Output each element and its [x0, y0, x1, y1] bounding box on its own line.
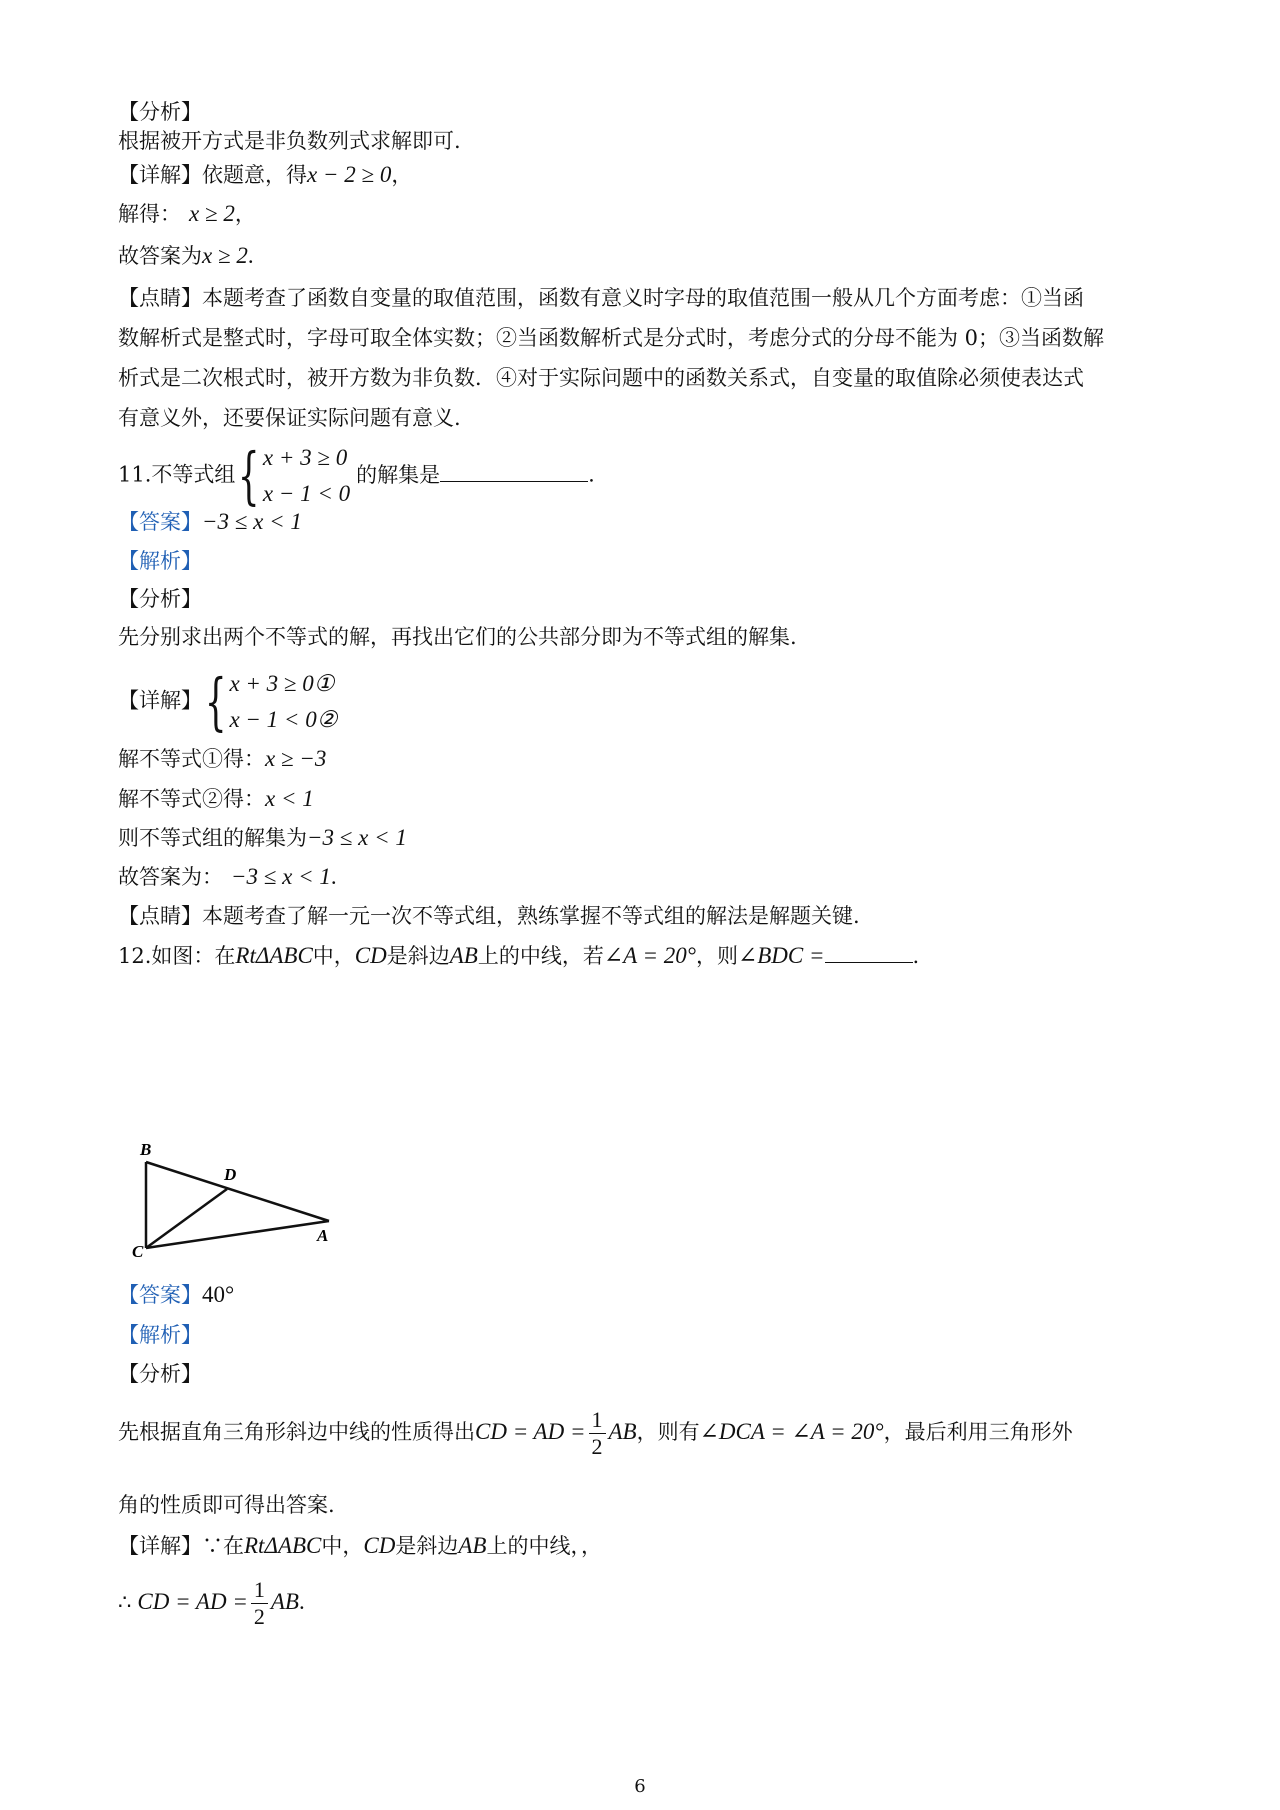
q12-analysis-line-2: 角的性质即可得出答案. [118, 1493, 335, 1517]
q12-p1: 12.如图：在 [118, 944, 236, 968]
detail-math: x − 2 ≥ 0 [307, 162, 392, 187]
solve-math: x ≥ 2 [189, 201, 235, 226]
step-1 [118, 744, 326, 774]
fraction-denominator: 2 [253, 1604, 265, 1629]
therefore-line [118, 1574, 305, 1630]
d-cd: CD [363, 1533, 396, 1558]
step-3-label: 则不等式组的解集为 [118, 826, 307, 850]
t-end: . [298, 1589, 305, 1614]
q11-answer: −3 ≤ x < 1 [202, 509, 302, 534]
an-p2: ，则有 [636, 1420, 700, 1444]
q12-analysis-line [118, 1404, 1073, 1460]
q11-prefix: 11.不等式组 [118, 462, 236, 487]
q12-answer: 40° [202, 1282, 235, 1307]
d-p3: 是斜边 [395, 1534, 459, 1558]
step-3-math: −3 ≤ x < 1 [307, 825, 407, 850]
fraction-numerator: 1 [251, 1577, 268, 1604]
detail-label: 【详解】 [118, 163, 202, 187]
d-p2: 中， [321, 1534, 364, 1558]
answer-end: . [247, 243, 254, 268]
solve-label: 解得： [118, 202, 181, 226]
q11-analysis-heading: 【分析】 [118, 587, 202, 611]
q12-analysis-heading: 【分析】 [118, 1362, 202, 1386]
step-4-math: −3 ≤ x < 1 [231, 864, 331, 889]
step-1-math: x ≥ −3 [265, 746, 327, 771]
analysis-text: 根据被开方式是非负数列式求解即可. [118, 129, 461, 153]
system-eq2: x − 1 < 0 [262, 481, 351, 506]
detail-line [118, 160, 412, 190]
detail-eq1: x + 3 ≥ 0① [229, 671, 335, 696]
label-C: C [132, 1242, 144, 1258]
jiexi-tag: 【解析】 [118, 549, 202, 573]
step-4-end: . [330, 864, 337, 889]
an-m3: ∠DCA = ∠A = 20° [699, 1419, 884, 1444]
comment-line-3: 析式是二次根式时，被开方数为非负数．④对于实际问题中的函数关系式，自变量的取值除必须使表达式 [118, 366, 1084, 390]
comment-line-1: 【点睛】本题考查了函数自变量的取值范围，函数有意义时字母的取值范围一般从几个方面考虑：①当函 [118, 286, 1084, 310]
answer-label: 故答案为 [118, 244, 202, 268]
q12-p2: 中， [312, 944, 355, 968]
q12-answer-line [118, 1280, 234, 1310]
detail-text: 依题意，得 [202, 163, 307, 187]
step-4-label: 故答案为： [118, 865, 223, 889]
q12-end: . [912, 944, 920, 968]
because-symbol: ∵在 [202, 1534, 244, 1558]
detail-end: ， [391, 163, 413, 187]
detail-eq2: x − 1 < 0② [229, 707, 338, 732]
t-m1: CD = AD = [137, 1589, 248, 1614]
q11-detail-label: 【详解】 [118, 688, 202, 713]
d-p4: 上的中线，， [486, 1534, 602, 1558]
step-2 [118, 784, 314, 814]
q12-p4: 上的中线，若 [477, 944, 604, 968]
q11-answer-blank [440, 459, 588, 482]
comment-line-4: 有意义外，还要保证实际问题有意义. [118, 406, 461, 430]
label-A: A [317, 1226, 329, 1245]
analysis-heading: 【分析】 [118, 100, 202, 124]
fraction-numerator: 1 [589, 1407, 606, 1434]
solve-end: ， [234, 202, 256, 226]
therefore-symbol: ∴ [118, 1590, 132, 1614]
q12-detail-label: 【详解】 [118, 1534, 202, 1558]
an-m1: CD = AD = [475, 1419, 586, 1444]
q12-p3: 是斜边 [386, 944, 450, 968]
q11-analysis-text: 先分别求出两个不等式的解，再找出它们的公共部分即为不等式组的解集. [118, 625, 797, 649]
fraction [589, 1407, 606, 1460]
label-D: D [224, 1165, 237, 1184]
q11-end: . [588, 462, 595, 487]
system-eq1: x + 3 ≥ 0 [262, 445, 348, 470]
q11-detail [118, 666, 337, 738]
q11-comment: 【点睛】本题考查了解一元一次不等式组，熟练掌握不等式组的解法是解题关键. [118, 904, 860, 928]
answer-math: x ≥ 2 [202, 243, 248, 268]
step-4 [118, 862, 337, 892]
q12-ab: AB [449, 943, 478, 968]
q12-rt: RtΔABC [235, 943, 313, 968]
t-m2: AB [270, 1589, 299, 1614]
q12-cd: CD [354, 943, 387, 968]
inequality-system [263, 440, 350, 512]
q12-p5: ，则 [695, 944, 738, 968]
an-p1: 先根据直角三角形斜边中线的性质得出 [118, 1420, 475, 1444]
label-B: B [140, 1140, 152, 1159]
jiexi-tag: 【解析】 [118, 1323, 202, 1347]
an-p3: ，最后利用三角形外 [883, 1420, 1073, 1444]
answer-tag: 【答案】 [118, 1283, 202, 1307]
q12-angle: ∠A = 20° [603, 943, 696, 968]
step-2-label: 解不等式②得： [118, 787, 265, 811]
d-ab: AB [458, 1533, 487, 1558]
d-rt: RtΔABC [244, 1533, 322, 1558]
comment-line-2: 数解析式是整式时，字母可取全体实数；②当函数解析式是分式时，考虑分式的分母不能为 0；③当函数解 [118, 326, 1105, 350]
solve-line [118, 199, 256, 229]
detail-system [229, 666, 337, 738]
q12-stem [118, 940, 919, 971]
step-3 [118, 823, 407, 853]
an-m2: AB [608, 1419, 637, 1444]
answer-line [118, 241, 254, 271]
q11-stem [118, 440, 595, 512]
answer-tag: 【答案】 [118, 510, 202, 534]
brace-glyph: { [204, 665, 227, 738]
brace-glyph: { [238, 439, 260, 512]
step-2-math: x < 1 [265, 786, 314, 811]
triangle-figure [124, 1138, 344, 1258]
q12-detail-line [118, 1531, 602, 1561]
page-number: 6 [634, 1776, 646, 1797]
step-1-label: 解不等式①得： [118, 747, 265, 771]
fraction-denominator: 2 [591, 1434, 603, 1459]
fraction [251, 1577, 268, 1630]
q12-answer-blank [825, 940, 913, 963]
q11-answer-line [118, 507, 302, 537]
q12-bdc: ∠BDC = [737, 943, 825, 968]
q11-suffix: 的解集是 [356, 462, 441, 487]
